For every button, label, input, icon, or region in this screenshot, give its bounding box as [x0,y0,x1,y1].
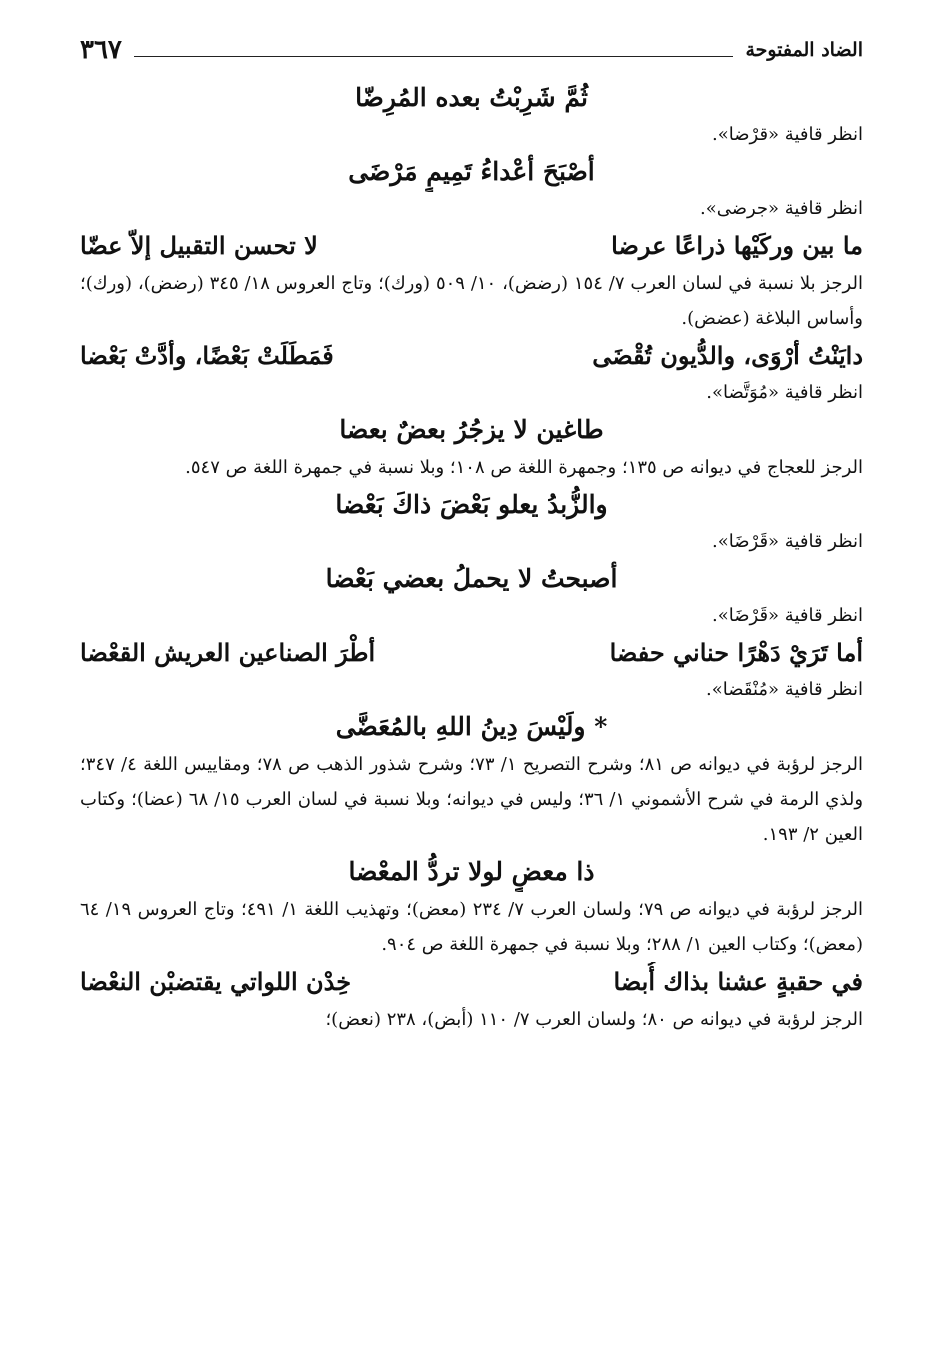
source-citation-paragraph: الرجز لرؤبة في ديوانه ص ٨١؛ وشرح التصريح ١/ ٧٣؛ وشرح شذور الذهب ص ٧٨؛ ومقاييس اللغة ٤/ ٣٤٧؛ ولذي الرمة في شرح الأشموني ١/ ٣٦؛ وليس في ديوانه؛ وبلا نسبة في لسان العرب ١٥/ ٦٨ (عضا)؛ وكتاب العين ٢/ ١٩٣. [80,754,864,845]
poetry-verse-two-hemistichs [80,962,863,1002]
rhyme-cross-reference: انظر قافية «مُنْقَضا». [706,679,863,700]
poetry-verse: أصبحتُ لا يحملُ بعضي بَعْضا [325,564,618,593]
rhyme-cross-reference: انظر قافية «مُوَتَّضا». [706,382,863,403]
chapter-title: الضاد المفتوحة [745,39,863,61]
rhyme-cross-reference: انظر قافية «قرْضا». [712,124,863,145]
poetry-verse: طاغين لا يزجُرُ بعضٌ بعضا [339,415,604,444]
poetry-verse: أصْبَحَ أعْداءُ تَمِيمٍ مَرْضَى [348,157,595,186]
poetry-verse: والزُّبدُ يعلو بَعْضَ ذاكَ بَعْضا [335,490,608,519]
verse-first-hemistich: في حقبةٍ عشنا بذاك أُبضا [613,967,863,996]
page-body [80,78,863,1037]
poetry-verse: ثُمَّ شَرِبْتُ بعده المُرِضّا [355,83,588,112]
rhyme-cross-reference: انظر قافية «جرضى». [699,198,863,219]
verse-first-hemistich: ما بين وركَيْها ذراعًا عرضا [611,231,863,260]
poetry-verse: * ولَيْسَ دِينُ اللهِ بالمُعَضَّى [335,712,608,741]
poetry-verse-two-hemistichs [80,336,863,376]
page-number: ٣٦٧ [80,35,122,65]
rhyme-cross-reference: انظر قافية «قَرْضَا». [712,605,863,626]
rhyme-cross-reference: انظر قافية «قَرْضَا». [712,531,863,552]
verse-second-hemistich: أطْرَ الصناعين العريش القعْضا [80,638,376,667]
poetry-verse: ذا معضٍ لولا تردُّ المعْضا [348,857,595,886]
verse-second-hemistich: خِدْن اللواتي يقتضبْن النعْضا [80,967,352,996]
verse-second-hemistich: لا تحسن التقبيل إلاّ عضّا [80,231,318,260]
poetry-verse-two-hemistichs [80,633,863,673]
source-citation-paragraph: الرجز لرؤبة في ديوانه ص ٨٠؛ ولسان العرب ٧/ ١١٠ (أبض)، ٢٣٨ (نعض)؛ [325,1009,863,1030]
verse-first-hemistich: دايَنْتُ أرْوَى، والدُّيون تُقْضَى [592,341,863,370]
source-citation-paragraph: الرجز للعجاج في ديوانه ص ١٣٥؛ وجمهرة اللغة ص ١٠٨؛ وبلا نسبة في جمهرة اللغة ص ٥٤٧. [185,457,863,478]
header-rule [134,56,734,57]
verse-first-hemistich: أما تَرَيْ دَهْرًا حناني حفضا [609,638,863,667]
page-header [80,30,863,70]
verse-second-hemistich: فَمَطَلَتْ بَعْضًا، وأدَّتْ بَعْضا [80,341,334,370]
poetry-verse-two-hemistichs [80,226,863,266]
source-citation-paragraph: الرجز لرؤبة في ديوانه ص ٧٩؛ ولسان العرب ٧/ ٢٣٤ (معض)؛ وتهذيب اللغة ١/ ٤٩١؛ وتاج العروس ١٩/ ٦٤ (معض)؛ وكتاب العين ١/ ٢٨٨؛ وبلا نسبة في جمهرة اللغة ص ٩٠٤. [80,899,863,955]
source-citation-paragraph: الرجز بلا نسبة في لسان العرب ٧/ ١٥٤ (رضض)، ١٠/ ٥٠٩ (ورك)؛ وتاج العروس ١٨/ ٣٤٥ (رضض)، (ورك)؛ وأساس البلاغة (عضض). [80,273,863,329]
